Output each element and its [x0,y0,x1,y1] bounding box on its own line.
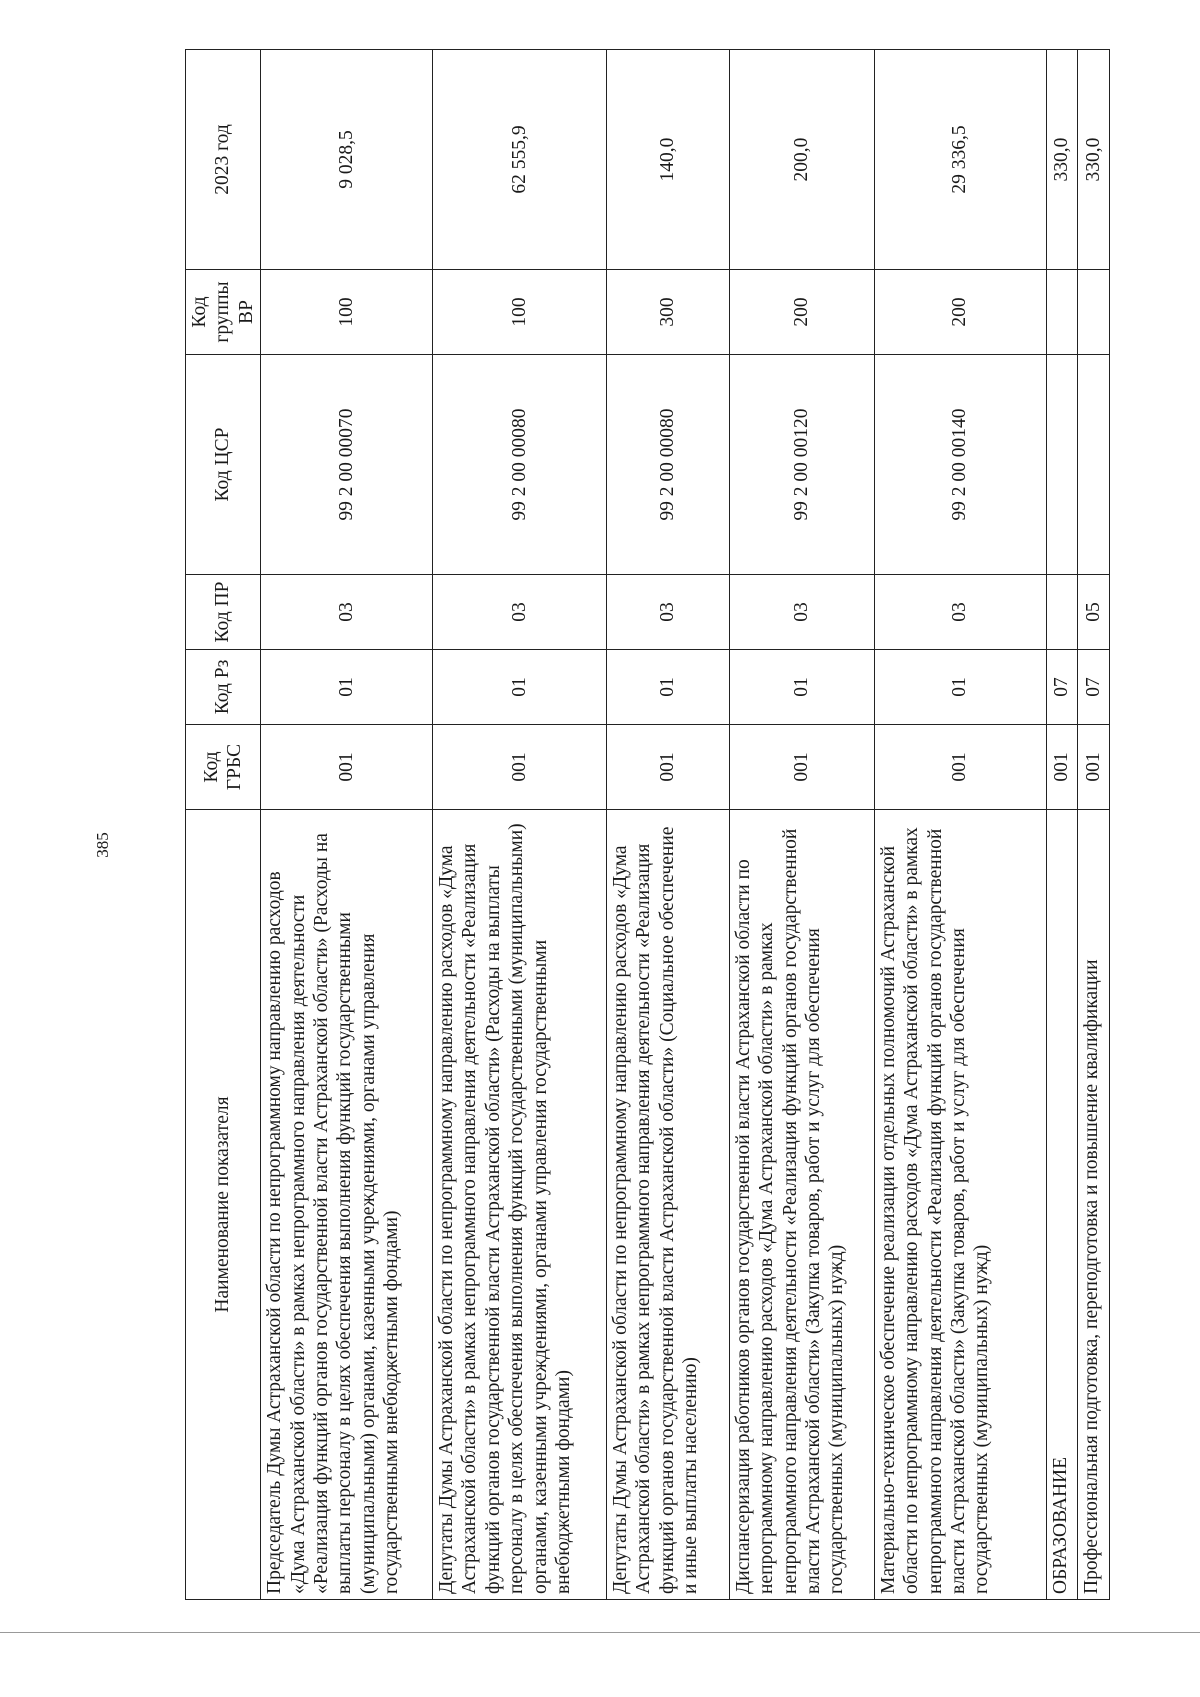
row-vr [1078,270,1110,355]
row-grbs: 001 [874,725,1046,810]
row-rz: 01 [432,650,606,725]
row-name: Материально-техническое обеспечение реализации отдельных полномочий Астраханской области по непрограммному направлению расходов «Дума Астраханской области» в рамках непрограммного направления деятельности «Реализация функций органов государственной власти Астраханской области» (Закупка товаров, работ и услуг для обеспечения государственных (муниципальных) нужд) [874,810,1046,1600]
row-rz: 07 [1046,650,1078,725]
row-pr: 03 [607,575,730,650]
row-grbs: 001 [1046,725,1078,810]
header-pr: Код ПР [186,575,261,650]
row-grbs: 001 [1078,725,1110,810]
row-amount: 62 555,9 [432,50,606,270]
row-grbs: 001 [729,725,874,810]
table-row [432,50,606,1600]
row-amount: 200,0 [729,50,874,270]
header-year: 2023 год [186,50,261,270]
header-grbs: Код ГРБС [186,725,261,810]
header-vr: Код группы ВР [186,270,261,355]
row-vr: 300 [607,270,730,355]
row-rz: 01 [729,650,874,725]
row-amount: 9 028,5 [261,50,433,270]
row-rz: 01 [874,650,1046,725]
scan-edge-line [0,1632,1200,1633]
row-vr: 100 [261,270,433,355]
row-csr: 99 2 00 00070 [261,355,433,575]
table-row [729,50,874,1600]
row-amount: 330,0 [1046,50,1078,270]
row-rz: 07 [1078,650,1110,725]
row-pr: 03 [261,575,433,650]
row-vr: 100 [432,270,606,355]
row-amount: 140,0 [607,50,730,270]
row-csr: 99 2 00 00080 [607,355,730,575]
row-csr: 99 2 00 00080 [432,355,606,575]
row-rz: 01 [607,650,730,725]
row-pr: 05 [1078,575,1110,650]
header-name: Наименование показателя [186,810,261,1600]
row-name: Председатель Думы Астраханской области по непрограммному направлению расходов «Дума Астраханской области» в рамках непрограммного направления деятельности «Реализация функций органов государственной власти Астраханской области» (Расходы на выплаты персоналу в целях обеспечения выполнения функций государственными (муниципальными) органами, казенными учреждениями, органами управления государственными внебюджетными фондами) [261,810,433,1600]
row-name: Депутаты Думы Астраханской области по непрограммному направлению расходов «Дума Астраханской области» в рамках непрограммного направления деятельности «Реализация функций органов государственной власти Астраханской области» (Социальное обеспечение и иные выплаты населению) [607,810,730,1600]
row-name: ОБРАЗОВАНИЕ [1046,810,1078,1600]
row-csr: 99 2 00 00120 [729,355,874,575]
row-grbs: 001 [607,725,730,810]
table-row [607,50,730,1600]
row-csr [1046,355,1078,575]
row-amount: 330,0 [1078,50,1110,270]
table-row [1078,50,1110,1600]
header-rz: Код Рз [186,650,261,725]
row-grbs: 001 [261,725,433,810]
row-vr: 200 [874,270,1046,355]
row-rz: 01 [261,650,433,725]
table-header-row [186,50,261,1600]
row-csr: 99 2 00 00140 [874,355,1046,575]
budget-table [185,49,1110,1600]
row-name: Депутаты Думы Астраханской области по непрограммному направлению расходов «Дума Астраханской области» в рамках непрограммного направления деятельности «Реализация функций органов государственной власти Астраханской области» (Расходы на выплаты персоналу в целях обеспечения выполнения функций государственными (муниципальными) органами, казенными учреждениями, органами управления государственными внебюджетными фондами) [432,810,606,1600]
rotated-table-container [185,50,1110,1600]
table-row [261,50,433,1600]
table-row [874,50,1046,1600]
row-pr: 03 [729,575,874,650]
page-number: 385 [92,832,112,858]
row-csr [1078,355,1110,575]
row-pr: 03 [874,575,1046,650]
row-vr: 200 [729,270,874,355]
row-amount: 29 336,5 [874,50,1046,270]
table-row [1046,50,1078,1600]
row-pr: 03 [432,575,606,650]
budget-table-area [185,50,1110,1600]
row-grbs: 001 [432,725,606,810]
row-vr [1046,270,1078,355]
header-csr: Код ЦСР [186,355,261,575]
row-name: Профессиональная подготовка, переподготовка и повышение квалификации [1078,810,1110,1600]
row-pr [1046,575,1078,650]
row-name: Диспансеризация работников органов государственной власти Астраханской области по непрограммному направлению расходов «Дума Астраханской области» в рамках непрограммного направления деятельности «Реализация функций органов государственной власти Астраханской области» (Закупка товаров, работ и услуг для обеспечения государственных (муниципальных) нужд) [729,810,874,1600]
